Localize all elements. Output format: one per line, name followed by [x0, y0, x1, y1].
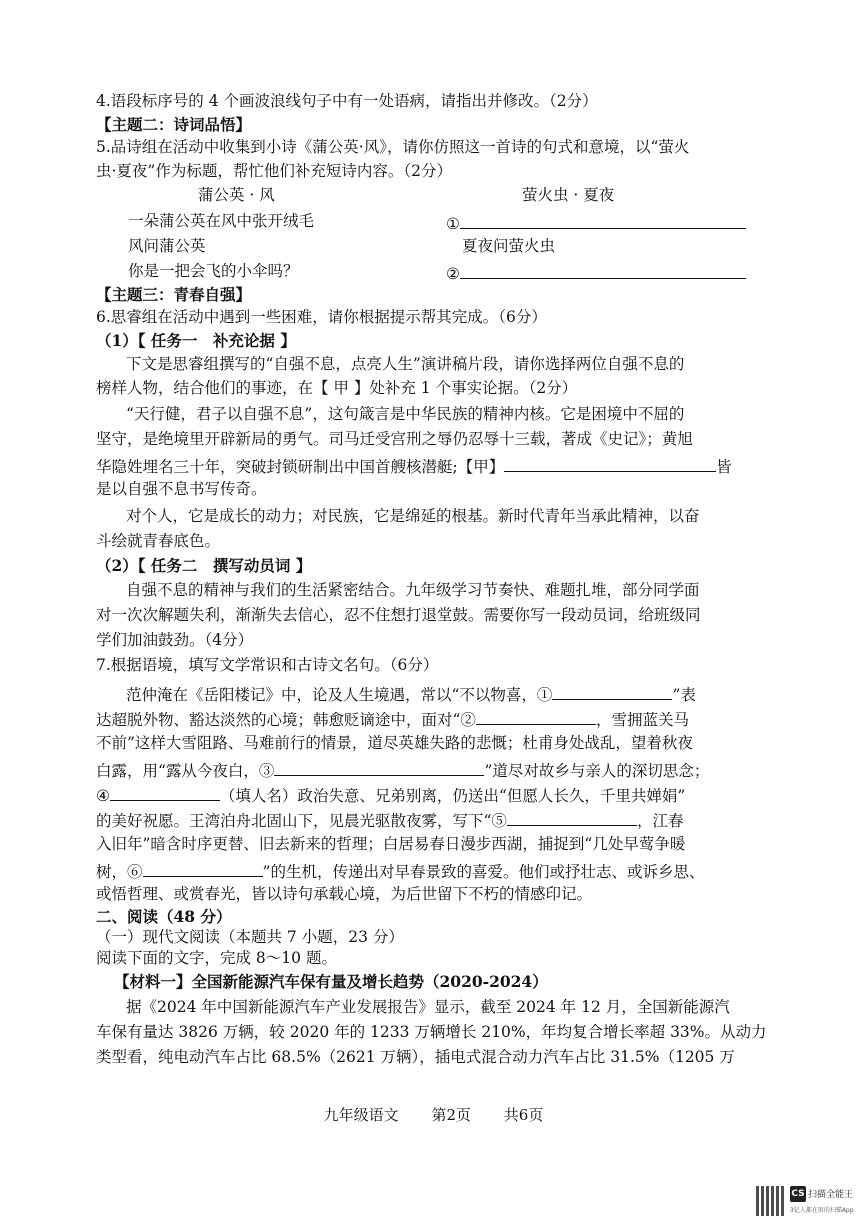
poem-left-line2: 风问蒲公英	[128, 237, 206, 255]
passage-line1: “天行健，君子以自强不息”，这句箴言是中华民族的精神内核。它是困境中不屈的	[126, 405, 685, 423]
question-5-line2: 虫·夏夜”作为标题，帮忙他们补充短诗内容。（2分）	[96, 162, 452, 180]
answer-blank-c1[interactable]	[552, 685, 672, 700]
task-1-heading: （1）【 任务一 补充论据 】	[96, 331, 296, 350]
cloze-text: ④	[96, 787, 110, 805]
theme-3-heading: 【主题三：青春自强】	[96, 285, 252, 304]
reading-instruction: 阅读下面的文字，完成 8～10 题。	[96, 949, 337, 967]
footer-total: 共6页	[503, 1106, 544, 1124]
passage-line2: 坚守，是绝境里开辟新局的勇气。司马迁受宫刑之辱仍忍辱十三载，著成《史记》；黄旭	[96, 430, 693, 448]
answer-blank-2[interactable]	[460, 264, 746, 279]
question-5-line1: 5.品诗组在活动中收集到小诗《蒲公英·风》，请你仿照这一首诗的句式和意境，以“萤火	[96, 138, 690, 156]
answer-blank-1[interactable]	[460, 214, 746, 229]
task-2-heading: （2）【 任务二 撰写动员词 】	[96, 556, 312, 575]
task-2-line2: 对一次次解题失利，渐渐失去信心，忍不住想打退堂鼓。需要你写一段动员词，给班级同	[96, 606, 701, 624]
cloze-text: ，江春	[636, 812, 684, 830]
cloze-text: 达超脱外物、豁达淡然的心境；韩愈贬谪途中，面对“②	[96, 711, 476, 729]
task-1-line1: 下文是思睿组撰写的“自强不息，点亮人生”演讲稿片段，请你选择两位自强不息的	[126, 355, 685, 373]
material-1-line1: 据《2024 年中国新能源汽车产业发展报告》显示，截至 2024 年 12 月，全国新能源汽	[126, 998, 730, 1016]
poem-right-line2: 夏夜问萤火虫	[462, 237, 556, 255]
material-1-line2: 车保有量达 3826 万辆，较 2020 年的 1233 万辆增长 210%，年均复合增长率超 33%。从动力	[96, 1023, 767, 1041]
passage-line3	[96, 457, 732, 476]
answer-blank-c6[interactable]	[143, 862, 263, 877]
question-4: 4.语段标序号的 4 个画波浪线句子中有一处语病，请指出并修改。（2分）	[96, 92, 598, 110]
theme-2-heading: 【主题二：诗词品悟】	[96, 115, 252, 134]
cloze-text: ，雪拥蓝关马	[595, 711, 689, 729]
cloze-text: 范仲淹在《岳阳楼记》中，论及人生境遇，常以“不以物喜，①	[126, 686, 553, 704]
cloze-text: （填人名）政治失意、兄弟别离，仍送出“但愿人长久，千里共婵娟”	[219, 787, 686, 805]
question-7: 7.根据语境，填写文学常识和古诗文名句。（6分）	[96, 656, 439, 674]
cloze-text: 树，⑥	[96, 863, 143, 881]
cloze-text: ”表	[672, 686, 696, 704]
material-1-title: 【材料一】全国新能源汽车保有量及增长趋势（2020-2024）	[114, 972, 548, 991]
answer-blank-c3[interactable]	[274, 761, 484, 776]
material-1-line3: 类型看，纯电动汽车占比 68.5%（2621 万辆），插电式混合动力汽车占比 31.5%（1205 万	[96, 1048, 735, 1066]
subsection-heading: （一）现代文阅读（本题共 7 小题，23 分）	[96, 928, 404, 946]
cloze-line5	[96, 786, 685, 805]
cloze-line7: 入旧年”暗含时序更替、旧去新来的哲理；白居易春日漫步西湖，捕捉到“几处早莺争暖	[96, 835, 686, 853]
section-2-heading: 二、阅读（48 分）	[96, 907, 232, 926]
passage-text: 华隐姓埋名三十年，突破封锁研制出中国首艘核潜艇;【甲】	[96, 458, 505, 476]
passage-text: 皆	[716, 458, 732, 476]
cloze-text: 白露，用“露从今夜白，③	[96, 762, 275, 780]
passage-line6: 斗绘就青春底色。	[96, 532, 221, 550]
answer-blank-c4[interactable]	[110, 786, 220, 801]
cloze-text: ”的生机，传递出对早春景致的喜爱。他们或抒壮志、或诉乡思、	[262, 863, 705, 881]
poem-left-line1: 一朵蒲公英在风中张开绒毛	[128, 212, 315, 230]
poem-right-title: 萤火虫 · 夏夜	[522, 186, 615, 204]
cloze-line2	[96, 710, 689, 729]
cloze-text: 的美好祝愿。王湾泊舟北固山下，见晨光驱散夜雾，写下“⑤	[96, 812, 507, 830]
poem-left-title: 蒲公英 · 风	[198, 186, 275, 204]
cloze-line8	[96, 862, 704, 881]
cloze-line1	[126, 685, 696, 704]
answer-blank-c2[interactable]	[476, 710, 596, 725]
footer-page: 第2页	[431, 1106, 471, 1124]
answer-blank-jia[interactable]	[504, 457, 716, 472]
scanner-tagline: 3亿人都在用的扫描App	[790, 1207, 854, 1214]
passage-line4: 是以自强不息书写传奇。	[96, 480, 267, 498]
page-footer	[0, 1104, 867, 1125]
poem-left-line3: 你是一把会飞的小伞吗？	[128, 262, 299, 280]
cloze-line3: 不前”这样大雪阻路、马难前行的情景，道尽英雄失路的悲慨；杜甫身处战乱，望着秋夜	[96, 734, 693, 752]
scanner-logo-icon: CS	[790, 1186, 806, 1202]
task-2-line3: 学们加油鼓劲。（4分）	[96, 631, 254, 649]
cloze-line4	[96, 761, 709, 780]
question-6: 6.思睿组在活动中遇到一些困难，请你根据提示帮其完成。（6分）	[96, 308, 547, 326]
footer-subject: 九年级语文	[323, 1106, 399, 1124]
poem-right-marker2	[446, 264, 746, 283]
blank-marker: ①	[446, 215, 460, 233]
scanner-app-name: 扫描全能王	[808, 1190, 854, 1200]
task-1-line2: 榜样人物，结合他们的事迹，在【 甲 】处补充 1 个事实论据。（2分）	[96, 379, 578, 397]
qr-code-icon	[756, 1186, 786, 1216]
cloze-line6	[96, 811, 683, 830]
answer-blank-c5[interactable]	[507, 811, 637, 826]
passage-line5: 对个人，它是成长的动力；对民族，它是绵延的根基。新时代青年当承此精神，以奋	[126, 507, 700, 525]
blank-marker: ②	[446, 265, 460, 283]
poem-right-marker1	[446, 214, 746, 233]
cloze-line9: 或悟哲理、或赏春光，皆以诗句承载心境，为后世留下不朽的情感印记。	[96, 885, 593, 903]
cloze-text: ”道尽对故乡与亲人的深切思念；	[484, 762, 710, 780]
task-2-line1: 自强不息的精神与我们的生活紧密结合。九年级学习节奏快、难题扎堆，部分同学面	[126, 581, 700, 599]
